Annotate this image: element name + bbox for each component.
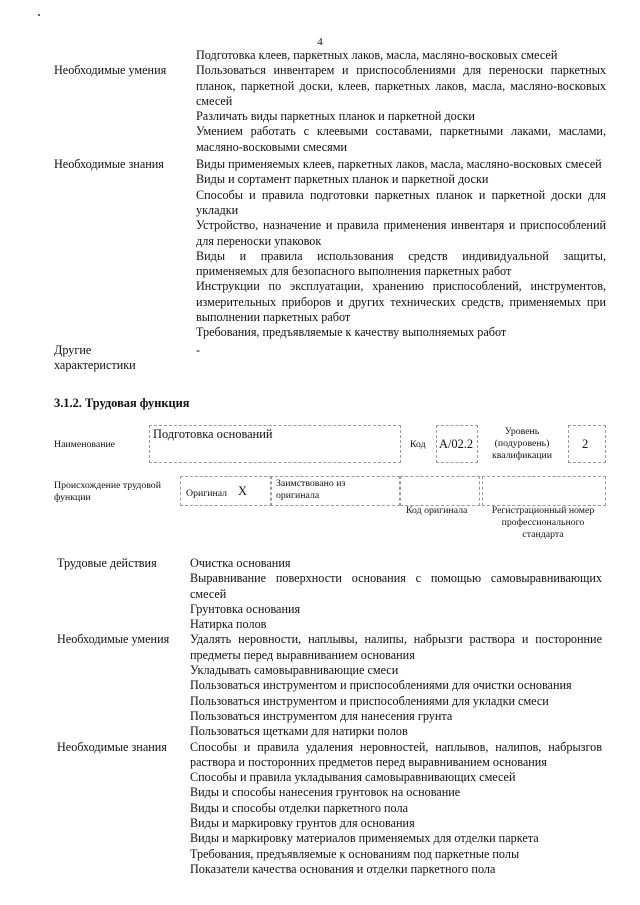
list-item: Виды и маркировку материалов применяемых для отделки паркета bbox=[190, 831, 539, 846]
row-first-item bbox=[0, 48, 640, 63]
list-item: Грунтовка основания bbox=[190, 601, 301, 616]
code-label: Код bbox=[410, 439, 426, 450]
level-label: Уровень (подуровень) квалификации bbox=[491, 426, 553, 461]
row-other bbox=[0, 342, 640, 372]
row-skills bbox=[0, 632, 640, 739]
list-item: Виды и способы отделки паркетного пола bbox=[190, 800, 408, 815]
list-item: Способы и правила удаления неровностей, наплывов, налипов, набрызгов раствора и посторонних предметов перед выравниванием основания bbox=[190, 739, 602, 769]
list-item: Виды и маркировку грунтов для основания bbox=[190, 816, 415, 831]
list-item: Укладывать самовыравнивающие смеси bbox=[190, 663, 399, 678]
level-value: 2 bbox=[582, 437, 589, 451]
borrowed-label: Заимствовано из оригинала bbox=[276, 478, 346, 501]
row-label: Трудовые действия bbox=[57, 556, 157, 570]
row-actions bbox=[0, 556, 640, 632]
original-label: Оригинал bbox=[186, 488, 228, 499]
list-item: Пользоваться инструментом для нанесения грунта bbox=[190, 708, 453, 723]
list-item: Пользоваться инвентарем и приспособлениями для переноски паркетных планок, паркетной доски, клеев, паркетных лаков, масла, масляно-восковых смесей bbox=[196, 63, 606, 108]
original-mark: X bbox=[238, 484, 247, 498]
list-item: Устройство, назначение и правила применения инвентаря и приспособлений для переноски упаковок bbox=[196, 218, 606, 248]
list-item: Очистка основания bbox=[190, 556, 291, 570]
list-item: Способы и правила укладывания самовыравнивающих смесей bbox=[190, 770, 516, 785]
origin-label: Происхождение трудовой функции bbox=[54, 480, 161, 503]
name-value: Подготовка оснований bbox=[153, 427, 273, 441]
row-label: Необходимые умения bbox=[57, 632, 170, 647]
list-item: Виды и правила использования средств индивидуальной защиты, применяемых для безопасного выполнения паркетных работ bbox=[196, 248, 606, 279]
scan-speck bbox=[38, 14, 40, 16]
name-label: Наименование bbox=[54, 439, 116, 450]
row-knowledge bbox=[0, 157, 640, 341]
row-skills bbox=[0, 63, 640, 155]
top-section bbox=[0, 48, 640, 372]
list-item: Инструкции по эксплуатации, хранению приспособлений, инструментов, измерительных приборов и других технических средств, применяемых при выполнении паркетных работ bbox=[196, 279, 606, 325]
list-item: Способы и правила подготовки паркетных планок и паркетной доски для укладки bbox=[196, 187, 606, 217]
section-heading: 3.1.2. Трудовая функция bbox=[54, 396, 190, 410]
list-item: Требования, предъявляемые к качеству выполняемых работ bbox=[196, 325, 507, 340]
list-item: Удалять неровности, наплывы, налипы, набрызги раствора и посторонние предметы перед выравниванием основания bbox=[190, 632, 602, 662]
row-label: Необходимые знания bbox=[57, 739, 167, 754]
code-value: А/02.2 bbox=[439, 437, 474, 451]
list-item: Пользоваться инструментом и приспособлениями для очистки основания bbox=[190, 678, 572, 693]
row-knowledge bbox=[0, 740, 640, 878]
list-item: Пользоваться инструментом и приспособлениями для укладки смеси bbox=[190, 693, 549, 708]
list-item: Виды применяемых клеев, паркетных лаков, масла, масляно-восковых смесей bbox=[196, 157, 602, 172]
list-item: Умением работать с клеевыми составами, паркетными лаками, маслами, масляно-восковыми смесями bbox=[196, 124, 606, 154]
list-item: Натирка полов bbox=[190, 617, 267, 632]
list-item: Подготовка клеев, паркетных лаков, масла, масляно-восковых смесей bbox=[196, 48, 558, 62]
reg-number-field bbox=[482, 476, 606, 506]
list-item: Виды и сортамент паркетных планок и паркетной доски bbox=[196, 172, 489, 187]
bottom-section bbox=[0, 556, 640, 877]
list-item: Выравнивание поверхности основания с помощью самовыравнивающих смесей bbox=[190, 571, 602, 601]
list-item: Виды и способы нанесения грунтовок на основание bbox=[190, 785, 461, 800]
original-code-field bbox=[400, 476, 480, 506]
list-item: Показатели качества основания и отделки паркетного пола bbox=[190, 861, 496, 876]
list-item: - bbox=[196, 342, 201, 357]
original-code-label: Код оригинала bbox=[406, 505, 468, 516]
list-item: Требования, предъявляемые к основаниям под паркетные полы bbox=[190, 846, 520, 861]
page-number: 4 bbox=[317, 36, 323, 48]
reg-number-label: Регистрационный номер профессионального стандарта bbox=[491, 505, 595, 540]
list-item: Различать виды паркетных планок и паркетной доски bbox=[196, 109, 475, 124]
row-label: Необходимые умения bbox=[54, 63, 167, 78]
row-label: Другие характеристики bbox=[54, 342, 136, 372]
list-item: Пользоваться щетками для натирки полов bbox=[190, 724, 408, 739]
row-label: Необходимые знания bbox=[54, 157, 164, 172]
